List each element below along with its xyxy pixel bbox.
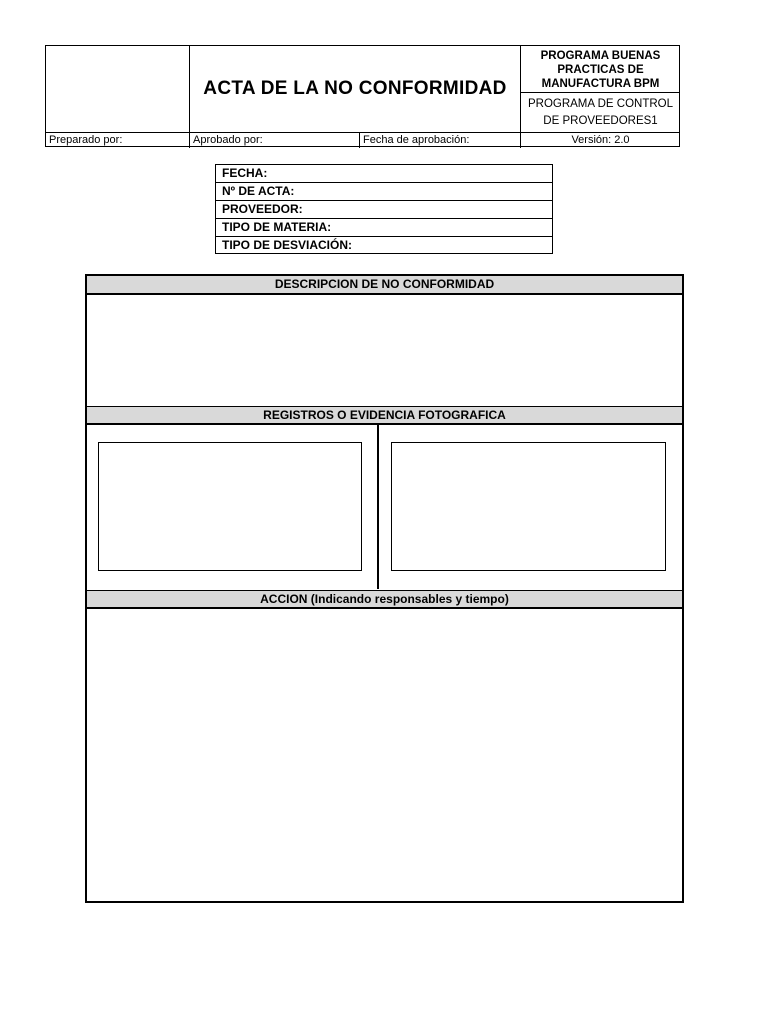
program-control-label: PROGRAMA DE CONTROL DE PROVEEDORES1 [527, 97, 674, 127]
descripcion-area[interactable] [87, 295, 682, 407]
info-table [215, 164, 553, 254]
document-header [45, 45, 680, 147]
photo-placeholder-left[interactable] [98, 442, 362, 571]
approved-by-field: Aprobado por: [190, 133, 360, 148]
tipo-materia-field[interactable]: TIPO DE MATERIA: [216, 219, 552, 237]
photo-evidence-area [87, 425, 682, 591]
program-bpm-label: PROGRAMA BUENAS PRACTICAS DE MANUFACTURA BPM [521, 46, 680, 93]
tipo-desviacion-field[interactable]: TIPO DE DESVIACIÓN: [222, 238, 353, 252]
descripcion-header: DESCRIPCION DE NO CONFORMIDAD [87, 276, 682, 295]
header-footer-row [46, 132, 680, 147]
registros-header: REGISTROS O EVIDENCIA FOTOGRAFICA [87, 406, 682, 425]
document-title: ACTA DE LA NO CONFORMIDAD [190, 46, 521, 132]
non-conformity-form [85, 274, 684, 903]
version-field: Versión: 2.0 [571, 134, 630, 146]
accion-header: ACCION (Indicando responsables y tiempo) [87, 590, 682, 609]
photo-cell-right [379, 425, 682, 589]
approval-date-field: Fecha de aprobación: [360, 133, 521, 148]
accion-area[interactable] [87, 609, 682, 901]
photo-placeholder-right[interactable] [391, 442, 666, 571]
numero-acta-field[interactable]: Nº DE ACTA: [216, 183, 552, 201]
proveedor-field[interactable]: PROVEEDOR: [216, 201, 552, 219]
photo-cell-left [87, 425, 379, 589]
prepared-by-field: Preparado por: [46, 133, 190, 148]
fecha-field[interactable]: FECHA: [216, 165, 552, 183]
logo-cell [46, 46, 190, 132]
